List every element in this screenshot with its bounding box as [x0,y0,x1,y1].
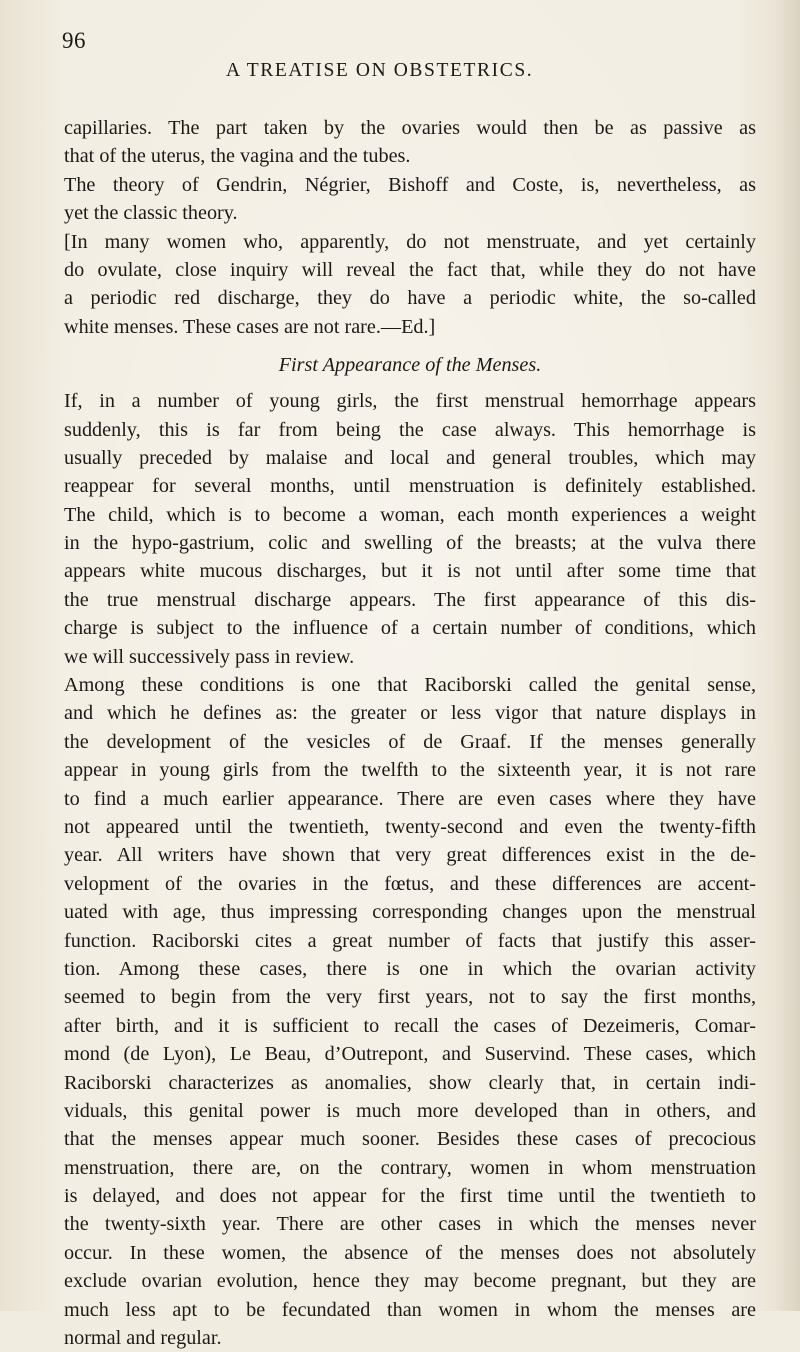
text-line: year. All writers have shown that very great differences exist in the de- [64,844,756,867]
section-heading: First Appearance of the Menses. [278,354,542,377]
text-line: function. Raciborski cites a great number of facts that justify this asser- [64,929,756,952]
text-line: and which he defines as: the greater or less vigor that nature displays in [64,702,756,725]
text-line: velopment of the ovaries in the fœtus, and these differences are accent- [64,872,756,895]
text-line: charge is subject to the influence of a certain number of conditions, which [64,617,756,640]
text-line: appear in young girls from the twelfth to the sixteenth year, it is not rare [64,759,756,782]
text-line: suddenly, this is far from being the case always. This hemorrhage is [64,418,756,441]
text-line: The theory of Gendrin, Négrier, Bishoff and Coste, is, nevertheless, as [64,173,756,196]
text-line: that the menses appear much sooner. Besides these cases of precocious [64,1128,756,1151]
text-line: viduals, this genital power is much more developed than in others, and [64,1099,756,1122]
text-line: reappear for several months, until menstruation is definitely established. [64,475,756,498]
text-line: we will successively pass in review. [64,645,355,668]
text-line: in the hypo-gastrium, colic and swelling of the breasts; at the vulva there [64,532,756,555]
text-line: If, in a number of young girls, the first menstrual hemorrhage appears [64,390,756,413]
text-line: [In many women who, apparently, do not menstruate, and yet certainly [64,230,756,253]
text-line: mond (de Lyon), Le Beau, d’Outrepont, and Suservind. These cases, which [64,1043,756,1066]
text-line: that of the uterus, the vagina and the tubes. [64,145,411,168]
text-line: appears white mucous discharges, but it is not until after some time that [64,560,756,583]
text-line: usually preceded by malaise and local and general troubles, which may [64,446,756,469]
page-number: 96 [62,28,86,53]
text-line: Among these conditions is one that Raciborski called the genital sense, [64,674,756,697]
text-line: the true menstrual discharge appears. The first appearance of this dis- [64,588,756,611]
text-line: The child, which is to become a woman, each month experiences a weight [64,503,756,526]
text-line: do ovulate, close inquiry will reveal the fact that, while they do not have [64,258,756,281]
text-line: is delayed, and does not appear for the first time until the twentieth to [64,1185,756,1208]
text-line: the development of the vesicles of de Graaf. If the menses generally [64,730,756,753]
text-line: a periodic red discharge, they do have a periodic white, the so-called [64,287,756,310]
text-line: menstruation, there are, on the contrary, women in whom menstruation [64,1156,756,1179]
page-edge-shadow [774,0,800,1311]
text-line: Raciborski characterizes as anomalies, show clearly that, in certain indi- [64,1071,756,1094]
text-line: capillaries. The part taken by the ovaries would then be as passive as [64,117,756,139]
text-line: to find a much earlier appearance. There are even cases where they have [64,787,756,810]
body-text [64,114,756,1352]
running-title: A TREATISE ON OBSTETRICS. [226,60,534,81]
text-line: not appeared until the twentieth, twenty-second and even the twenty-fifth [64,815,756,838]
text-line: uated with age, thus impressing corresponding changes upon the menstrual [64,901,756,924]
text-line: much less apt to be fecundated than women in whom the menses are [64,1298,756,1321]
text-line: white menses. These cases are not rare.—Ed.] [64,315,436,338]
text-line: yet the classic theory. [64,202,238,225]
text-line: seemed to begin from the very first years, not to say the first months, [64,986,756,1009]
text-line: the twenty-sixth year. There are other cases in which the menses never [64,1213,756,1236]
text-line: occur. In these women, the absence of the menses does not absolutely [64,1241,756,1264]
text-line: exclude ovarian evolution, hence they may become pregnant, but they are [64,1270,756,1293]
text-line: after birth, and it is sufficient to recall the cases of Dezeimeris, Comar- [64,1014,756,1037]
text-line: tion. Among these cases, there is one in which the ovarian activity [64,957,756,980]
text-line: normal and regular. [64,1327,222,1350]
